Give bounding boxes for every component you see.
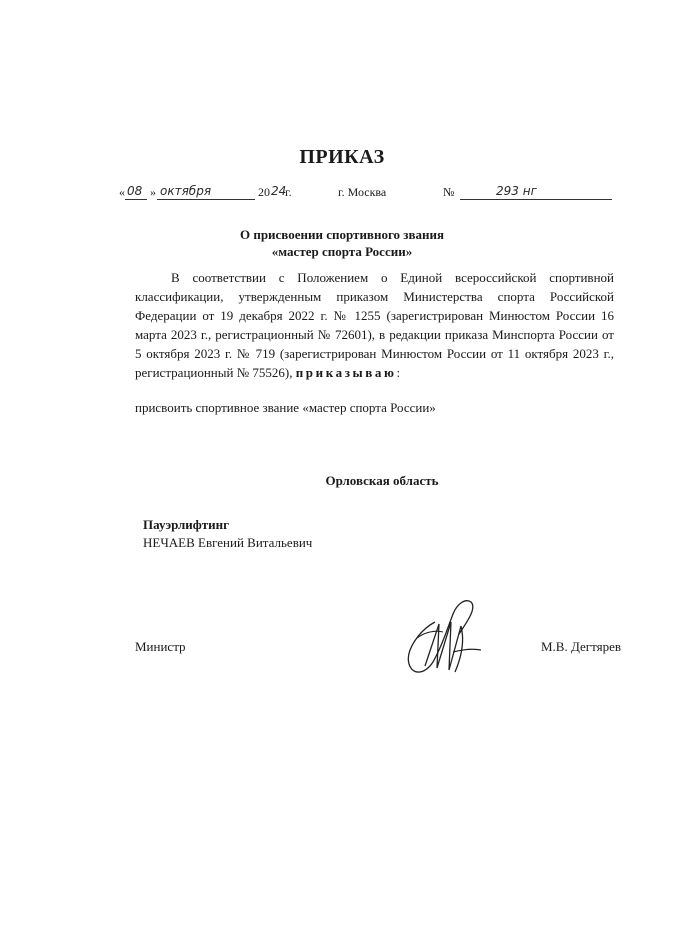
date-open-quote: « [119, 185, 125, 199]
date-year-unit: г. [285, 185, 292, 199]
order-heading-line2: «мастер спорта России» [271, 244, 413, 259]
number-label: № [443, 185, 455, 199]
order-number-underline [460, 199, 612, 200]
order-colon: : [396, 365, 401, 380]
document-title: ПРИКАЗ [299, 146, 385, 168]
body-paragraph: В соответствии с Положением о Единой всероссийской спортивной классификации, утвержденным приказом Министерства спорта Российской Федерации от 19 декабря 2022 г. № 1255 (зарегистрирован Минюстом России 16 марта 2023 г., регистрационный № 72601), в редакции приказа Минспорта России от 5 октября 2023 г. № 719 (зарегистрирован Минюстом России от 11 октября 2023 г., регистрационный № 75526), [135, 270, 614, 380]
athlete-name: НЕЧАЕВ Евгений Витальевич [143, 535, 313, 550]
region: Орловская область [325, 473, 439, 488]
signatory-title: Министр [135, 639, 186, 654]
date-year-suffix: 24 [271, 184, 287, 198]
date-month-underline [157, 199, 255, 200]
signature [395, 592, 490, 684]
order-heading-line1: О присвоении спортивного звания [239, 227, 445, 242]
order-number: 293 нг [496, 184, 537, 198]
order-word: приказываю [295, 365, 397, 380]
decision-text: присвоить спортивное звание «мастер спорта России» [135, 400, 436, 415]
city: г. Москва [338, 185, 387, 199]
date-close-quote: » [150, 185, 156, 199]
sport: Пауэрлифтинг [143, 517, 230, 532]
date-year-prefix: 20 [258, 185, 270, 199]
date-day: 08 [127, 184, 143, 198]
date-day-underline [125, 199, 147, 200]
date-month: октября [160, 184, 212, 198]
signatory-name: М.В. Дегтярев [541, 639, 622, 654]
order-body [135, 268, 614, 382]
